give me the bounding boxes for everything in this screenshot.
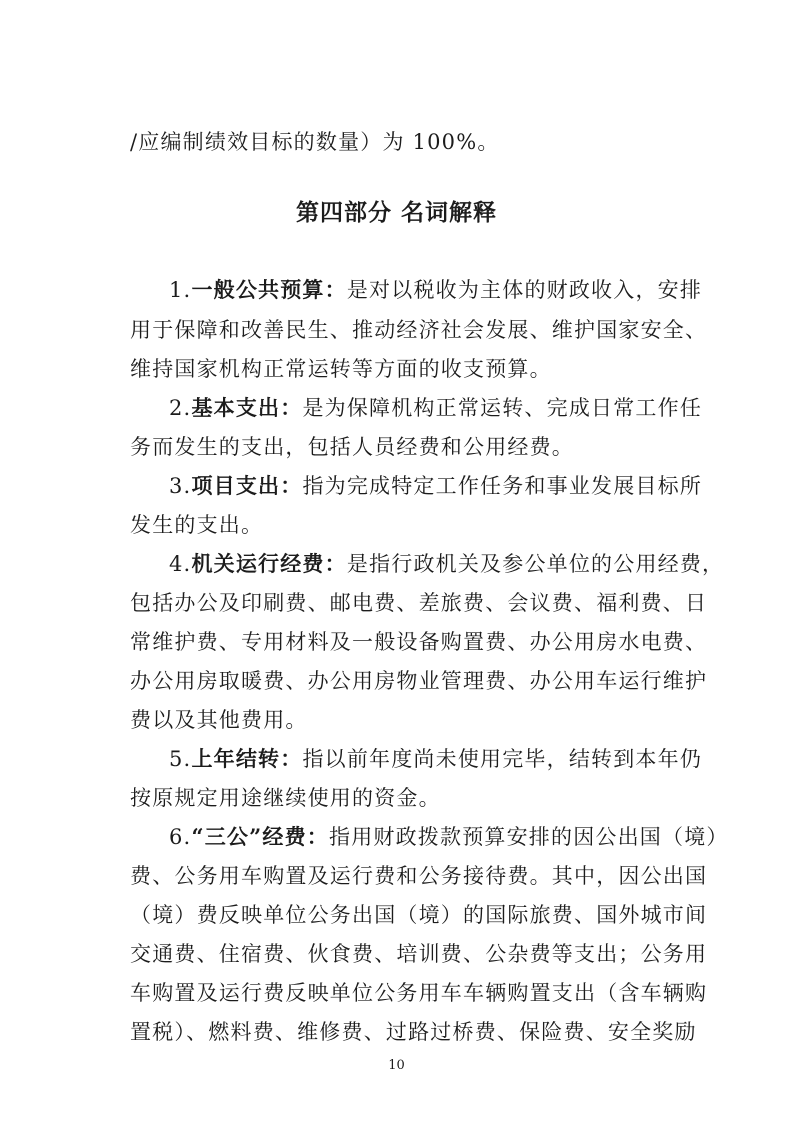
item-text: 是为保障机构正常运转、完成日常工作任	[302, 396, 703, 420]
item-text: 指为完成特定工作任务和事业发展目标所	[302, 474, 703, 498]
item-4-line: 常维护费、专用材料及一般设备购置费、办公用房水电费、	[130, 630, 708, 654]
item-6-line: 交通费、住宿费、伙食费、培训费、公杂费等支出；公务用	[130, 942, 708, 966]
item-text: 指用财政拨款预算安排的因公出国（境）	[329, 825, 729, 849]
item-6-line: （境）费反映单位公务出国（境）的国际旅费、国外城市间	[130, 903, 708, 927]
item-1-first-line	[169, 276, 703, 304]
item-4-line: 包括办公及印刷费、邮电费、差旅费、会议费、福利费、日	[130, 591, 708, 615]
item-number: 3.	[169, 474, 192, 498]
item-6-line: 置税）、燃料费、维修费、过路过桥费、保险费、安全奖励	[130, 1020, 697, 1044]
item-5-first-line	[169, 745, 703, 773]
item-number: 2.	[169, 396, 192, 420]
item-term: 项目支出：	[191, 473, 303, 498]
item-1-line: 维持国家机构正常运转等方面的收支预算。	[130, 357, 552, 381]
item-2-line: 务而发生的支出，包括人员经费和公用经费。	[130, 435, 574, 459]
item-term: 机关运行经费：	[191, 551, 347, 576]
item-3-line: 发生的支出。	[130, 513, 264, 537]
item-term: 基本支出：	[191, 395, 303, 420]
section-title: 第四部分 名词解释	[295, 199, 497, 226]
page-number: 10	[388, 1058, 405, 1073]
item-term: 上年结转：	[191, 746, 303, 771]
item-number: 1.	[169, 278, 192, 302]
item-6-first-line	[169, 823, 729, 851]
item-2-first-line	[169, 394, 703, 422]
item-term: 一般公共预算：	[191, 277, 347, 302]
item-text: 是对以税收为主体的财政收入，安排	[346, 278, 703, 302]
item-text: 指以前年度尚未使用完毕，结转到本年仍	[302, 747, 703, 771]
item-4-line: 费以及其他费用。	[130, 708, 308, 732]
item-5-line: 按原规定用途继续使用的资金。	[130, 786, 441, 810]
item-number: 6.	[169, 825, 192, 849]
item-4-line: 办公用房取暖费、办公用房物业管理费、办公用车运行维护	[130, 669, 708, 693]
item-4-first-line	[169, 550, 725, 578]
item-text: 是指行政机关及参公单位的公用经费，	[346, 552, 725, 576]
item-3-first-line	[169, 472, 703, 500]
item-6-line: 车购置及运行费反映单位公务用车车辆购置支出（含车辆购	[130, 981, 708, 1005]
item-number: 5.	[169, 747, 192, 771]
item-term: “三公”经费：	[191, 824, 329, 849]
item-1-line: 用于保障和改善民生、推动经济社会发展、维护国家安全、	[130, 318, 708, 342]
item-number: 4.	[169, 552, 192, 576]
item-6-line: 费、公务用车购置及运行费和公务接待费。其中，因公出国	[130, 864, 708, 888]
continuation-line: /应编制绩效目标的数量）为 100%。	[130, 130, 500, 154]
